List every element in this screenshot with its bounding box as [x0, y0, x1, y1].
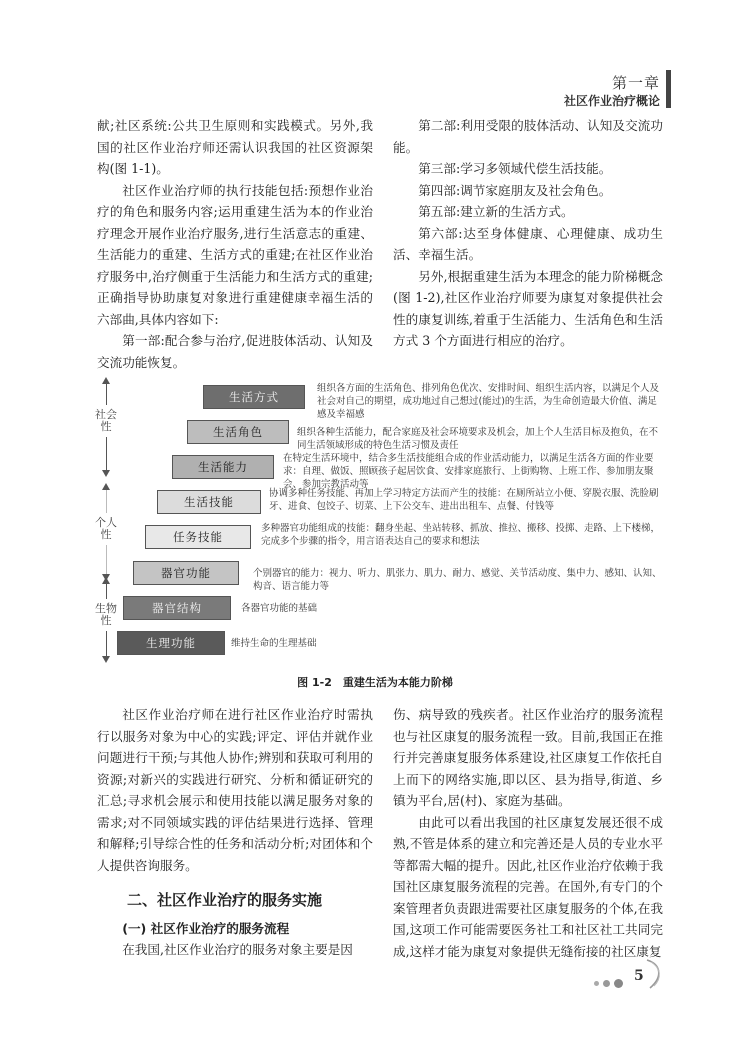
arrow-down-icon: [106, 437, 107, 471]
axis-social: [95, 377, 117, 471]
ladder-step-desc-5: 多种器官功能组成的技能：翻身坐起、坐站转移、抓放、推拉、搬移、投掷、走路、上下楼梯，完成多个步骤的指令，用言语表达自己的要求和想法: [261, 523, 661, 547]
ladder-step-5: 任务技能: [145, 525, 251, 549]
paragraph: 社区作业治疗师的执行技能包括:预想作业治疗的角色和服务内容;运用重建生活为本的作业治疗理念开展作业治疗服务,进行生活意志的重建、生活能力的重建、生活方式的重建;在社区作业治疗服务中,治疗侧重于生活能力和生活方式的重建;正确指导协助康复对象进行重建健康幸福生活的六部曲,具体内容如下:: [97, 182, 373, 327]
right-column-top: [393, 115, 663, 352]
paragraph: 献;社区系统:公共卫生原则和实践模式。另外,我国的社区作业治疗师还需认识我国的社区资源架构(图 1-1)。: [97, 118, 373, 176]
ladder-step-6: 器官功能: [133, 561, 239, 585]
ladder-step-8: 生理功能: [117, 631, 225, 655]
dot-icon: [594, 981, 599, 986]
right-column-bottom: [393, 704, 663, 962]
chapter-title: 第一章: [611, 74, 660, 92]
section-heading: 二、社区作业治疗的服务实施: [127, 891, 323, 909]
paragraph: 第六部:达至身体健康、心理健康、成功生活、幸福生活。: [393, 225, 663, 262]
ladder-step-2: 生活角色: [187, 420, 289, 444]
ladder-step-7: 器官结构: [123, 596, 231, 620]
ladder-step-3: 生活能力: [172, 455, 274, 479]
ladder-step-desc-1: 组织各方面的生活角色、排列角色优次、安排时间、组织生活内容，以满足个人及社会对自己的期望，成功地过自己想过(能过)的生活，为生命创造最大价值、满足感及幸福感: [317, 383, 660, 420]
ladder-step-4: 生活技能: [157, 490, 261, 514]
paragraph: 第三部:学习多领域代偿生活技能。: [418, 161, 612, 176]
dot-icon: [614, 979, 623, 988]
paragraph: 社区作业治疗师在进行社区作业治疗时需执行以服务对象为中心的实践;评定、评估并就作业问题进行干预;与其他人协作;辨别和获取可利用的资源;对新兴的实践进行研究、分析和循证研究的汇总;寻求机会展示和使用技能以满足服务对象的需求;对不同领域实践的评估结果进行选择、管理和解释;引导综合性的任务和活动分析;对团体和个人提供咨询服务。: [97, 707, 373, 873]
page-number: 5: [634, 968, 644, 984]
paragraph: 第二部:利用受限的肢体活动、认知及交流功能。: [393, 118, 663, 155]
axis-label-social: 社会性: [95, 408, 117, 433]
ladder-step-desc-6: 个别器官的能力：视力、听力、肌张力、肌力、耐力、感觉、关节活动度、集中力、感知、认知、构音、语言能力等: [253, 568, 662, 592]
paragraph: 在我国,社区作业治疗的服务对象主要是因: [122, 942, 353, 957]
paragraph: 第一部:配合参与治疗,促进肢体活动、认知及交流功能恢复。: [97, 333, 373, 370]
arrow-up-icon: [106, 383, 107, 405]
subsection-heading: (一) 社区作业治疗的服务流程: [122, 920, 290, 936]
paragraph: 另外,根据重建生活为本理念的能力阶梯概念(图 1-2),社区作业治疗师要为康复对象提供社会性的康复训练,着重于生活能力、生活角色和生活方式 3 个方面进行相应的治疗。: [393, 268, 663, 348]
paragraph: 第四部:调节家庭朋友及社会角色。: [418, 182, 612, 198]
arrow-up-icon: [106, 489, 107, 513]
ladder-step-1: 生活方式: [203, 385, 305, 409]
left-column-bottom: [97, 704, 373, 961]
swirl-ornament-icon: [644, 958, 666, 990]
paragraph: 伤、病导致的残疾者。社区作业治疗的服务流程也与社区康复的服务流程一致。目前,我国正在推行并完善康复服务体系建设,社区康复工作依托自上而下的网络实施,即以区、县为指导,街道、乡镇为平台,居(村)、家庭为基础。: [393, 707, 663, 808]
header-bar: [666, 70, 671, 108]
axis-personal: [95, 483, 117, 575]
dot-icon: [603, 980, 610, 987]
arrow-up-icon: [106, 583, 107, 599]
paragraph: 第五部:建立新的生活方式。: [418, 204, 574, 219]
left-column-top: [97, 115, 373, 373]
axis-biological: [95, 577, 117, 657]
ladder-step-desc-8: 维持生命的生理基础: [231, 638, 317, 649]
ladder-step-desc-7: 各器官功能的基础: [241, 603, 318, 614]
figure-caption: 图 1-2 重建生活为本能力阶梯: [297, 676, 453, 689]
ladder-step-desc-2: 组织各种生活能力，配合家庭及社会环境要求及机会，加上个人生活目标及抱负，在不同生活领域形成的特色生活习惯及责任: [297, 427, 659, 451]
paragraph: 由此可以看出我国的社区康复发展还很不成熟,不管是体系的建立和完善还是人员的专业水平等都需大幅的提升。因此,社区作业治疗依赖于我国社区康复服务流程的完善。在国外,有专门的个案管理者负责跟进需要社区康复服务的个体,在我国,这项工作可能需要医务社工和社区社工共同完成,这样才能为康复对象提供无缝衔接的社区康复: [393, 814, 663, 959]
axis-label-biological: 生物性: [95, 602, 117, 627]
section-title: 社区作业治疗概论: [563, 94, 660, 108]
arrow-down-icon: [106, 545, 107, 575]
ability-ladder-figure: [95, 375, 665, 665]
page-ornament-dots: [594, 973, 627, 992]
ladder-step-desc-4: 协调多种任务技能、再加上学习特定方法而产生的技能：在厕所站立小便、穿脱衣服、洗脸刷牙、进食、包饺子、切菜、上下公交车、进出出租车、点餐、付钱等: [269, 488, 659, 512]
axis-label-personal: 个人性: [95, 516, 117, 541]
ladder-step-desc-3: 在特定生活环境中，结合多生活技能组合成的作业活动能力，以满足生活各方面的作业要求：自理、做饭、照顾孩子起居饮食、安排家庭旅行、上街购物、上班工作、参加朋友聚会、参加宗教活动等: [283, 453, 654, 490]
arrow-down-icon: [106, 631, 107, 657]
